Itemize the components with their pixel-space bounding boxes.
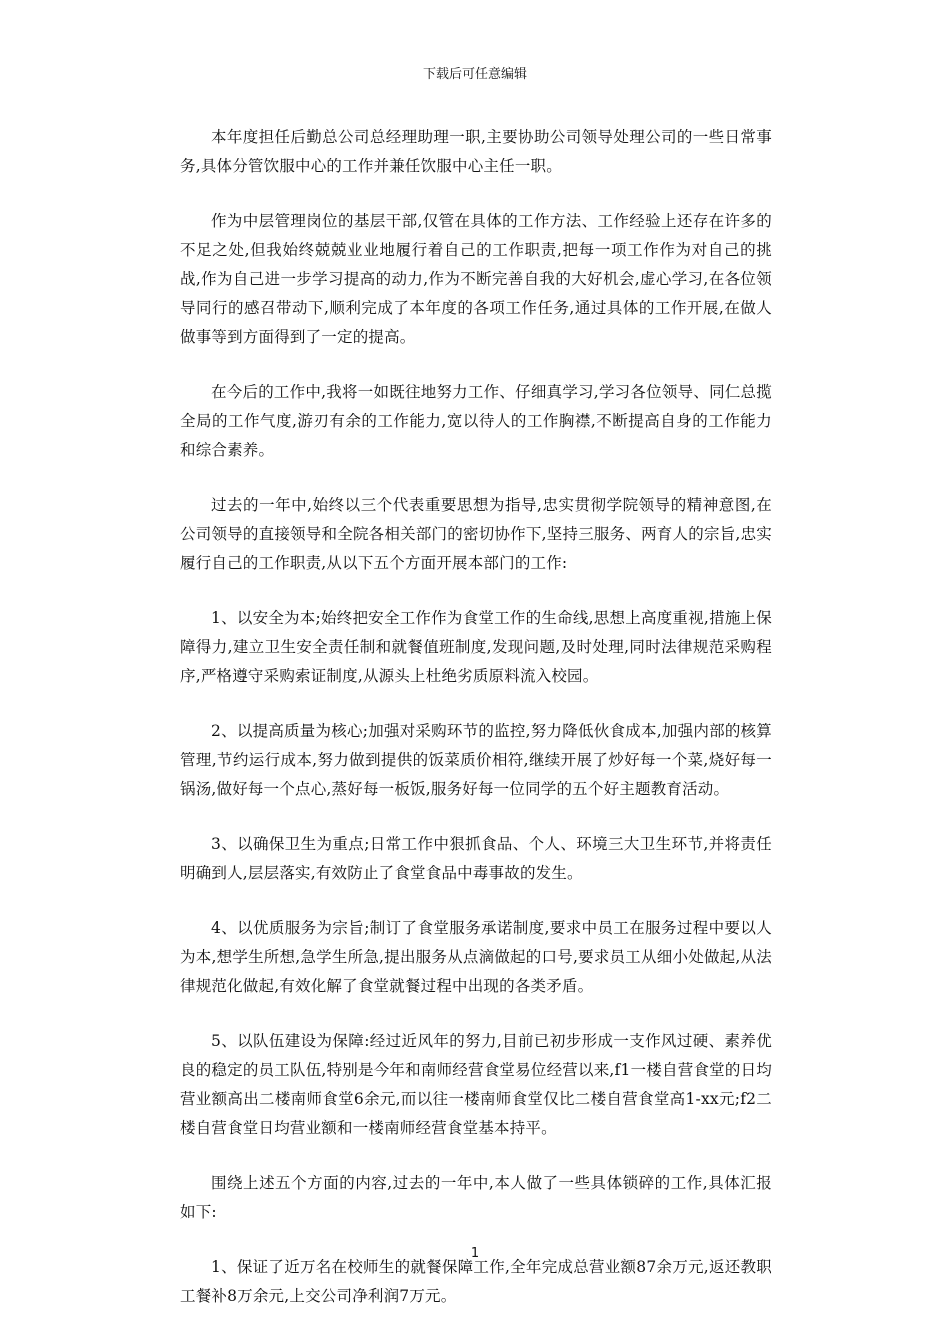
paragraph-9: 5、以队伍建设为保障:经过近风年的努力,目前已初步形成一支作风过硬、素养优良的稳定的员工队伍,特别是今年和南师经营食堂易位经营以来,f1一楼自营食堂的日均营业额高出二楼南师食堂6余元,而以往一楼南师食堂仅比二楼自营食堂高1-xx元;f2二楼自营食堂日均营业额和一楼南师经营食堂基本持平。 <box>180 1032 772 1137</box>
paragraph-1: 本年度担任后勤总公司总经理助理一职,主要协助公司领导处理公司的一些日常事务,具体分管饮服中心的工作并兼任饮服中心主任一职。 <box>180 128 772 175</box>
paragraph-11: 1、保证了近万名在校师生的就餐保障工作,全年完成总营业额87余万元,返还教职工餐补8万余元,上交公司净利润7万元。 <box>180 1258 772 1305</box>
document-header: 下载后可任意编辑 <box>422 67 527 82</box>
paragraph-4: 过去的一年中,始终以三个代表重要思想为指导,忠实贯彻学院领导的精神意图,在公司领导的直接领导和全院各相关部门的密切协作下,坚持三服务、两育人的宗旨,忠实履行自己的工作职责,从以下五个方面开展本部门的工作: <box>180 496 772 572</box>
paragraph-8: 4、以优质服务为宗旨;制订了食堂服务承诺制度,要求中员工在服务过程中要以人为本,想学生所想,急学生所急,提出服务从点滴做起的口号,要求员工从细小处做起,从法律规范化做起,有效化解了食堂就餐过程中出现的各类矛盾。 <box>180 919 772 995</box>
paragraph-7: 3、以确保卫生为重点;日常工作中狠抓食品、个人、环境三大卫生环节,并将责任明确到人,层层落实,有效防止了食堂食品中毒事故的发生。 <box>180 835 772 882</box>
paragraph-6: 2、以提高质量为核心;加强对采购环节的监控,努力降低伙食成本,加强内部的核算管理,节约运行成本,努力做到提供的饭菜质价相符,继续开展了炒好每一个菜,烧好每一锅汤,做好每一个点心,蒸好每一板饭,服务好每一位同学的五个好主题教育活动。 <box>180 722 772 798</box>
paragraph-3: 在今后的工作中,我将一如既往地努力工作、仔细真学习,学习各位领导、同仁总揽全局的工作气度,游刃有余的工作能力,宽以待人的工作胸襟,不断提高自身的工作能力和综合素养。 <box>180 383 772 459</box>
page-number: 1 <box>470 1246 480 1261</box>
paragraph-10: 围绕上述五个方面的内容,过去的一年中,本人做了一些具体锁碎的工作,具体汇报如下: <box>180 1174 772 1221</box>
paragraph-5: 1、以安全为本;始终把安全工作作为食堂工作的生命线,思想上高度重视,措施上保障得力,建立卫生安全责任制和就餐值班制度,发现问题,及时处理,同时法律规范采购程序,严格遵守采购索证制度,从源头上杜绝劣质原料流入校园。 <box>180 609 772 685</box>
paragraph-2: 作为中层管理岗位的基层干部,仅管在具体的工作方法、工作经验上还存在许多的不足之处,但我始终兢兢业业地履行着自己的工作职责,把每一项工作作为对自己的挑战,作为自己进一步学习提高的动力,作为不断完善自我的大好机会,虚心学习,在各位领导同行的感召带动下,顺利完成了本年度的各项工作任务,通过具体的工作开展,在做人做事等到方面得到了一定的提高。 <box>180 212 772 346</box>
document-body <box>180 123 772 1337</box>
